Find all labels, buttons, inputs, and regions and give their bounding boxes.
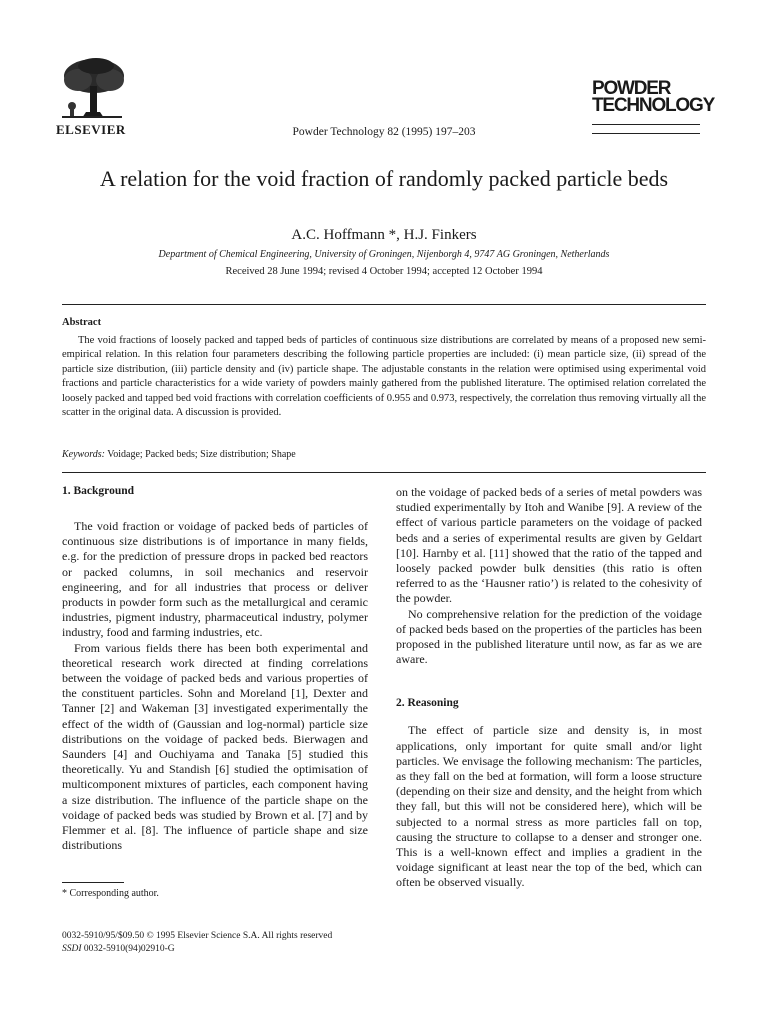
body-paragraph: The void fraction or voidage of packed beds of particles of continuous size distributions is of importance in many fields, e.g. for the prediction of pressure drops in packed bed reactors or packed columns, in soil mechanics and reservoir engineering, and for all industries that process or deliver products in powder form such as the metallurgical and ceramic industries, pigment industry, pharmaceutical industry, polymer industry, food and farming industries, etc. <box>62 519 368 640</box>
body-paragraph: The effect of particle size and density is, in most applications, only important for quite small and/or light particles. We envisage the following mechanism: The particles, as they fall on the bed at formation, will form a loose structure (depending on their size and density, and the height from which they fall, but this will not be considered here), which will be subjected to a normal stress as more particles fall on top, causing the structure to collapse to a denser and stronger one. This is a well-known effect and implies a gradient in the voidage significant at least near the top of the bed, which can often be observed visually. <box>396 723 702 890</box>
journal-logo-line-1: POWDER <box>592 78 671 99</box>
section-heading-background: 1. Background <box>62 485 135 497</box>
ssdi-label: SSDI <box>62 944 82 954</box>
abstract-heading: Abstract <box>62 317 102 328</box>
body-paragraph: No comprehensive relation for the prediction of the voidage of packed beds based on the properties of the particles has been proposed in the published literature until now, as far as we are aware. <box>396 606 702 667</box>
journal-logo-line-2: TECHNOLOGY <box>592 95 715 116</box>
copyright-line: 0032-5910/95/$09.50 © 1995 Elsevier Science S.A. All rights reserved <box>62 931 333 941</box>
copyright-notice <box>62 930 332 956</box>
article-title: A relation for the void fraction of randomly packed particle beds <box>99 166 669 191</box>
keywords-label: Keywords: <box>62 449 105 460</box>
publisher-name: ELSEVIER <box>56 122 126 137</box>
divider <box>62 304 706 305</box>
elsevier-tree-logo <box>56 56 128 120</box>
footnote: * Corresponding author. <box>62 888 159 899</box>
article-dates: Received 28 June 1994; revised 4 October 1994; accepted 12 October 1994 <box>225 266 543 277</box>
body-paragraph: on the voidage of packed beds of a series of metal powders was studied experimentally by Itoh and Wanibe [9]. A review of the effect of various particle parameters on the voidage of packed beds and a series of experimental results are given by Geldart [10]. Harnby et al. [11] showed that the ratio of the tapped and loosely packed powder bulk densities (this ratio is often referred to as the ‘Hausner ratio’) is related to the cohesivity of the powder. <box>396 485 702 606</box>
left-column <box>62 485 368 853</box>
footnote-rule <box>62 882 124 883</box>
journal-logo-rule <box>592 133 700 134</box>
ssdi-line <box>62 943 332 956</box>
journal-logo-rule <box>592 124 700 125</box>
abstract-text: The void fractions of loosely packed and tapped beds of particles of continuous size distributions are correlated by means of a proposed new semi-empirical relation. In this relation four parameters describing the following particle properties are included: (i) mean particle size, (ii) spread of the particle size distribution, (iii) particle density and (iv) particle shape. The adjustable constants in the relation were optimised using experimental void fractions and particle characteristics for a wide variety of powders mainly gathered from the published literature. The optimised relation correlated the loosely packed and tapped bed void fractions with correlation coefficients of 0.955 and 0.973, respectively, the correlation thus removing virtually all the scatter in the original data. A discussion is provided. <box>62 335 706 419</box>
journal-citation: Powder Technology 82 (1995) 197–203 <box>292 126 476 138</box>
article-authors: A.C. Hoffmann *, H.J. Finkers <box>291 227 477 243</box>
keywords-text: Voidage; Packed beds; Size distribution; Shape <box>107 449 296 460</box>
author-affiliation: Department of Chemical Engineering, University of Groningen, Nijenborgh 4, 9747 AG Groningen, Netherlands <box>158 249 610 260</box>
right-column <box>396 485 702 891</box>
keywords <box>62 449 296 460</box>
journal-logo <box>592 78 715 116</box>
ssdi-value: 0032-5910(94)02910-G <box>83 944 175 954</box>
body-paragraph: From various fields there has been both experimental and theoretical research work directed at finding correlations between the voidage of packed beds and various properties of the constituent particles. Sohn and Moreland [1], Dexter and Tanner [2] and Wakeman [3] investigated experimentally the effect of the width of (Gaussian and log-normal) particle size distributions on the voidage of packed beds. Bierwagen and Saunders [4] and Ouchiyama and Tanaka [5] studied this theoretically. Yu and Standish [6] studied the optimisation of multicomponent mixtures of particles, each component having a size distribution. The influence of the particle shape on the voidage of packed beds was studied by Brown et al. [7] and by Flemmer et al. [8]. The influence of particle shape and size distributions <box>62 640 368 853</box>
section-heading-reasoning: 2. Reasoning <box>396 697 459 710</box>
divider <box>62 472 706 473</box>
